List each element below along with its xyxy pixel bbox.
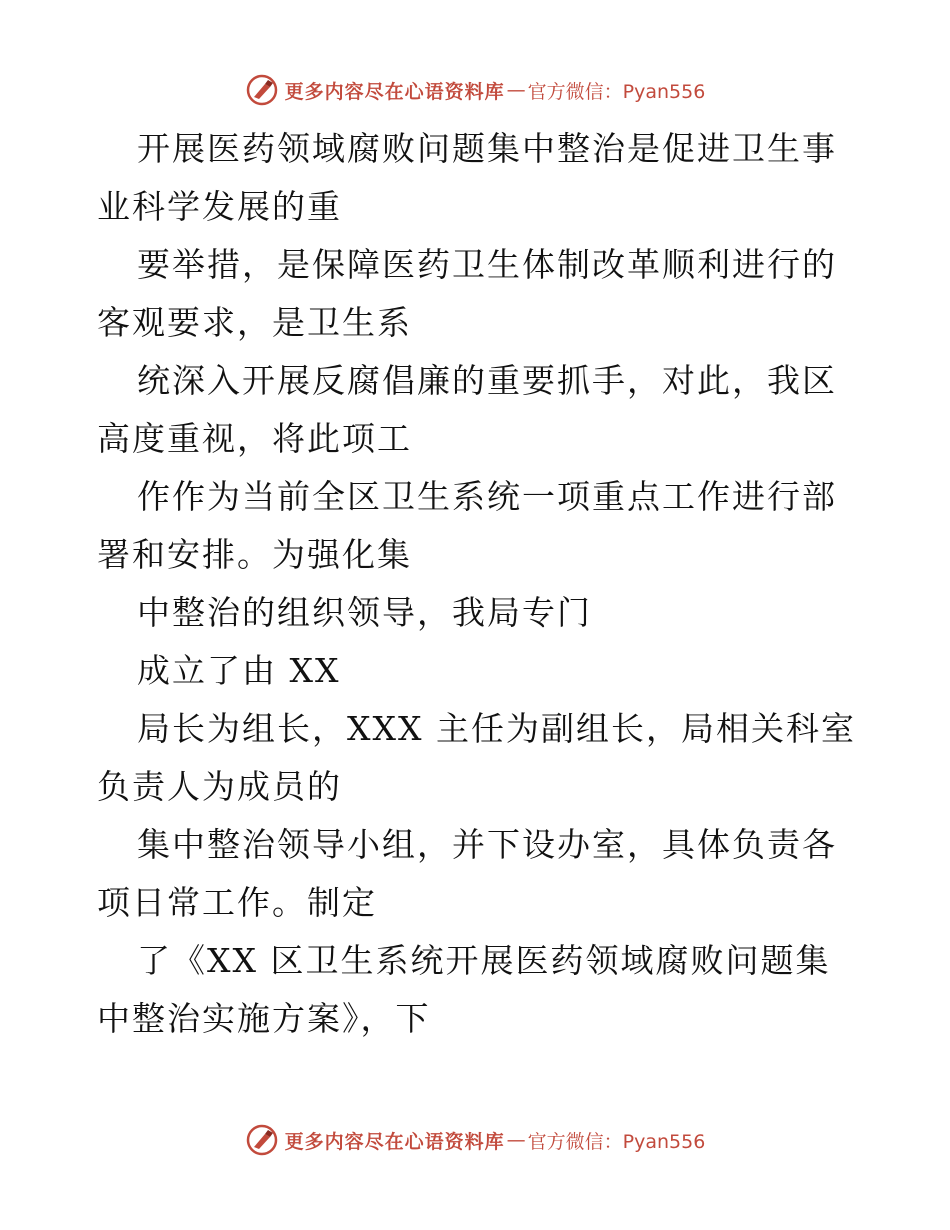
paragraph: 作作为当前全区卫生系统一项重点工作进行部署和安排。为强化集 xyxy=(97,477,837,574)
paragraph: 要举措，是保障医药卫生体制改革顺利进行的客观要求，是卫生系 xyxy=(97,245,837,342)
pen-logo-icon xyxy=(245,1123,279,1157)
paragraph: 局长为组长，XXX 主任为副组长，局相关科室负责人为成员的 xyxy=(97,709,856,806)
document-body xyxy=(97,120,857,1048)
pen-logo-icon xyxy=(245,73,279,107)
paragraph: 成立了由 XX xyxy=(137,651,341,690)
paragraph: 开展医药领域腐败问题集中整治是促进卫生事业科学发展的重 xyxy=(97,129,837,226)
banner-dash: — xyxy=(506,79,526,101)
banner-wechat: 官方微信：Pyan556 xyxy=(527,80,706,103)
footer-banner xyxy=(0,1120,950,1160)
banner-brand: 更多内容尽在心语资料库 xyxy=(284,1130,505,1153)
paragraph: 中整治的组织领导，我局专门 xyxy=(137,593,592,632)
banner-wechat: 官方微信：Pyan556 xyxy=(527,1130,706,1153)
paragraph: 集中整治领导小组，并下设办室，具体负责各项日常工作。制定 xyxy=(97,825,837,922)
paragraph: 了《XX 区卫生系统开展医药领域腐败问题集中整治实施方案》，下 xyxy=(97,941,831,1038)
header-banner xyxy=(0,70,950,110)
paragraph: 统深入开展反腐倡廉的重要抓手，对此，我区高度重视，将此项工 xyxy=(97,361,837,458)
banner-dash: — xyxy=(506,1129,526,1151)
banner-brand: 更多内容尽在心语资料库 xyxy=(284,80,505,103)
